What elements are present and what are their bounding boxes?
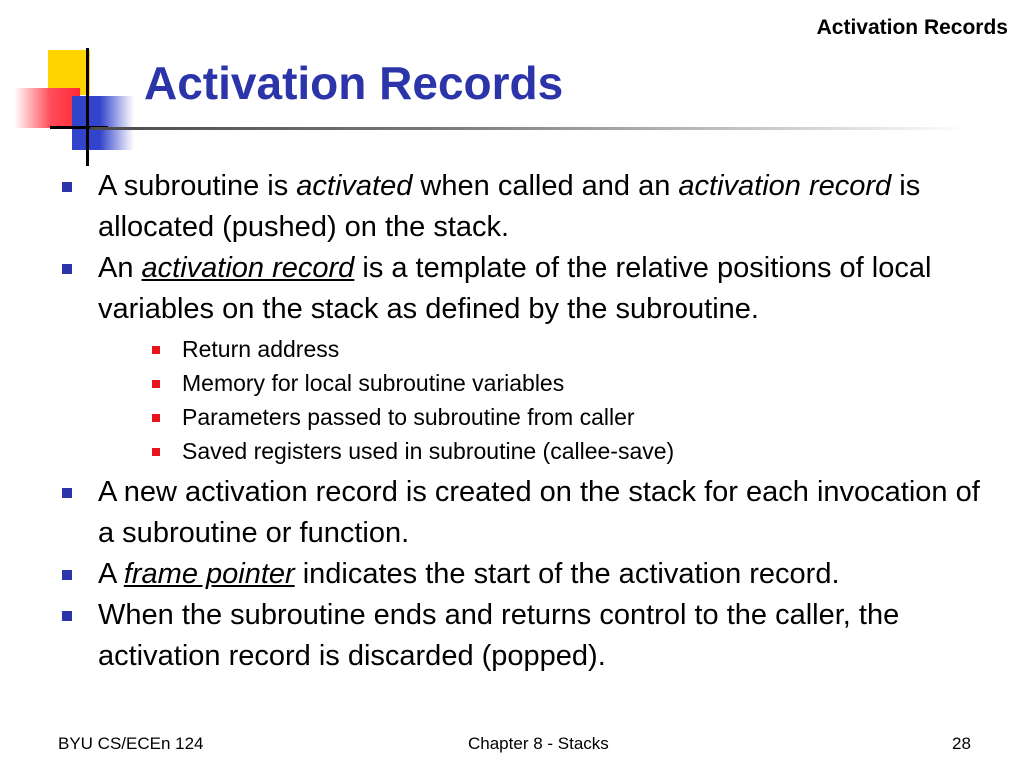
slide-content <box>60 166 990 677</box>
bullet-square-icon <box>62 611 72 621</box>
bullet-emphasis: frame pointer <box>123 558 295 590</box>
bullet-list <box>60 166 990 677</box>
bullet-item <box>60 554 990 595</box>
header-title: Activation Records <box>816 16 1008 39</box>
bullet-item <box>60 248 990 468</box>
bullet-square-icon <box>62 570 72 580</box>
sub-bullet-square-icon <box>152 414 160 422</box>
bullet-text: is a template of the relative positions of local variables on the stack as defined by the subroutine. <box>98 252 932 325</box>
sub-bullet-square-icon <box>152 380 160 388</box>
bullet-text: A <box>98 558 124 590</box>
bullet-emphasis: activation record <box>678 170 892 202</box>
slide-logo-decoration <box>0 0 150 170</box>
bullet-emphasis: activation record <box>141 252 355 284</box>
footer-course: BYU CS/ECEn 124 <box>58 734 204 753</box>
blue-square-decoration <box>72 96 134 150</box>
bullet-item <box>60 166 990 248</box>
sub-bullet-text: Memory for local subroutine variables <box>182 370 565 396</box>
sub-bullet-list <box>98 332 990 468</box>
bullet-text: An <box>98 252 142 284</box>
bullet-text: A subroutine is <box>98 170 297 202</box>
bullet-square-icon <box>62 488 72 498</box>
slide-title: Activation Records <box>144 57 564 109</box>
bullet-square-icon <box>62 264 72 274</box>
footer-chapter: Chapter 8 - Stacks <box>468 734 609 753</box>
title-divider <box>90 127 970 130</box>
sub-bullet-item <box>98 332 990 366</box>
bullet-text: indicates the start of the activation record. <box>294 558 840 590</box>
sub-bullet-text: Saved registers used in subroutine (callee-save) <box>182 438 675 464</box>
sub-bullet-item <box>98 400 990 434</box>
bullet-text: when called and an <box>412 170 679 202</box>
sub-bullet-text: Parameters passed to subroutine from caller <box>182 404 635 430</box>
sub-bullet-item <box>98 366 990 400</box>
bullet-text: A new activation record is created on the stack for each invocation of a subroutine or function. <box>98 476 980 549</box>
sub-bullet-square-icon <box>152 346 160 354</box>
sub-bullet-item <box>98 434 990 468</box>
bullet-text: is allocated (pushed) on the stack. <box>98 170 921 243</box>
bullet-item <box>60 595 990 677</box>
bullet-item <box>60 472 990 554</box>
sub-bullet-square-icon <box>152 448 160 456</box>
vertical-line-decoration <box>86 48 89 166</box>
footer-page-number: 28 <box>952 734 971 753</box>
red-square-decoration <box>14 88 80 128</box>
bullet-emphasis: activated <box>296 170 413 202</box>
sub-bullet-text: Return address <box>182 336 340 362</box>
bullet-square-icon <box>62 182 72 192</box>
bullet-text: When the subroutine ends and returns control to the caller, the activation record is discarded (popped). <box>98 599 900 672</box>
